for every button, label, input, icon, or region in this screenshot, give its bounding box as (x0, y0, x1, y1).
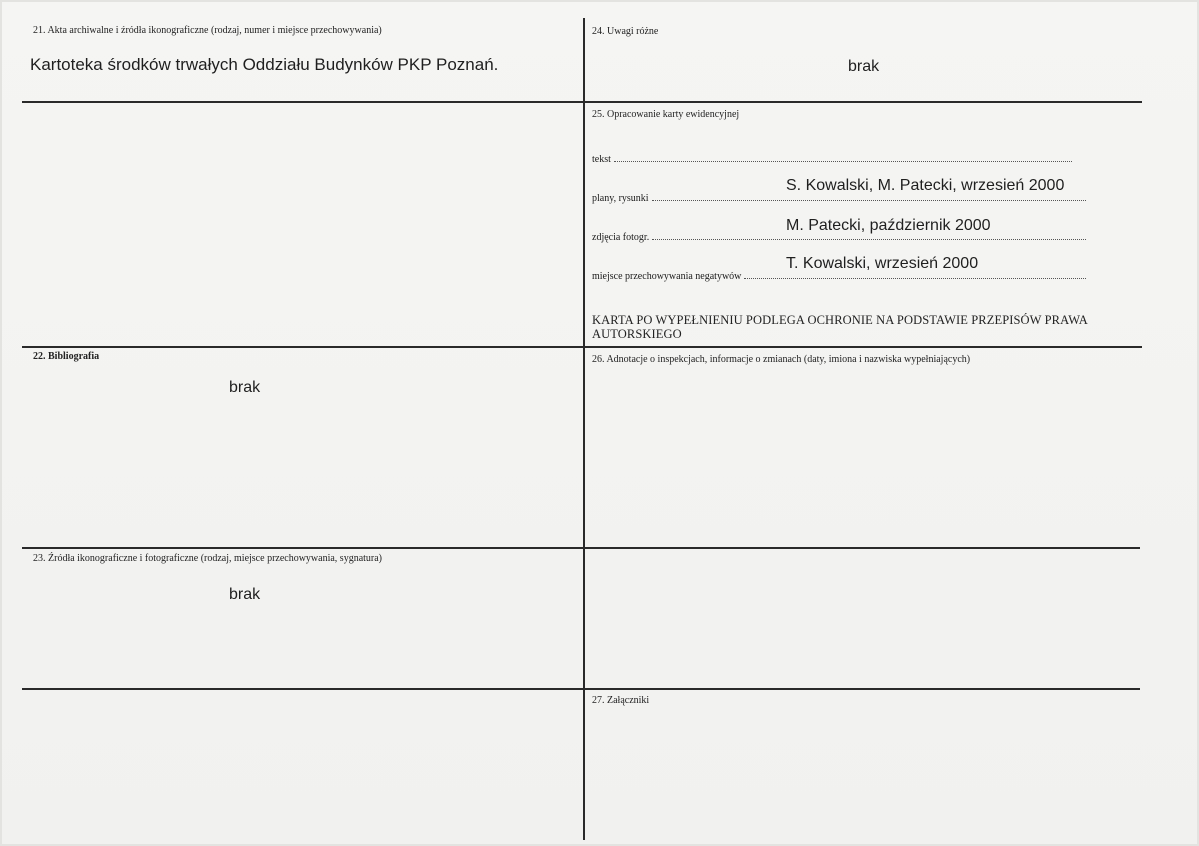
section-22-value: brak (229, 379, 261, 396)
divider-21-22 (22, 101, 1142, 103)
section-25-label: 25. Opracowanie karty ewidencyjnej (592, 109, 740, 120)
section-25-negatywy-value: T. Kowalski, wrzesień 2000 (786, 255, 979, 272)
section-25-plany-value: S. Kowalski, M. Patecki, wrzesień 2000 (786, 177, 1065, 194)
section-24-value: brak (848, 58, 880, 75)
section-21-value: Kartoteka środków trwałych Oddziału Budynków PKP Poznań. (30, 55, 499, 74)
section-25-row-tekst (592, 154, 1072, 165)
section-22-label: 22. Bibliografia (33, 351, 100, 362)
section-24-label: 24. Uwagi różne (592, 26, 659, 37)
section-21-label: 21. Akta archiwalne i źródła ikonograficzne (rodzaj, numer i miejsce przechowywania) (33, 25, 382, 36)
row-label: plany, rysunki (592, 193, 649, 204)
divider-25-26 (22, 346, 1142, 348)
section-23-value: brak (229, 586, 261, 603)
row-label: zdjęcia fotogr. (592, 232, 650, 243)
copyright-notice: KARTA PO WYPEŁNIENIU PODLEGA OCHRONIE NA PODSTAWIE PRZEPISÓW PRAWA AUTORSKIEGO (592, 313, 1088, 341)
divider-23-27 (22, 688, 1140, 690)
center-divider (583, 18, 585, 840)
row-label: tekst (592, 154, 611, 165)
section-25-zdjecia-value: M. Patecki, październik 2000 (786, 217, 991, 234)
row-label: miejsce przechowywania negatywów (592, 271, 742, 282)
section-23-label: 23. Źródła ikonograficzne i fotograficzne (rodzaj, miejsce przechowywania, sygnatura) (33, 553, 383, 564)
divider-22-23 (22, 547, 1140, 549)
section-27-label: 27. Załączniki (592, 695, 650, 706)
section-26-label: 26. Adnotacje o inspekcjach, informacje o zmianach (daty, imiona i nazwiska wypełniających) (592, 354, 971, 365)
